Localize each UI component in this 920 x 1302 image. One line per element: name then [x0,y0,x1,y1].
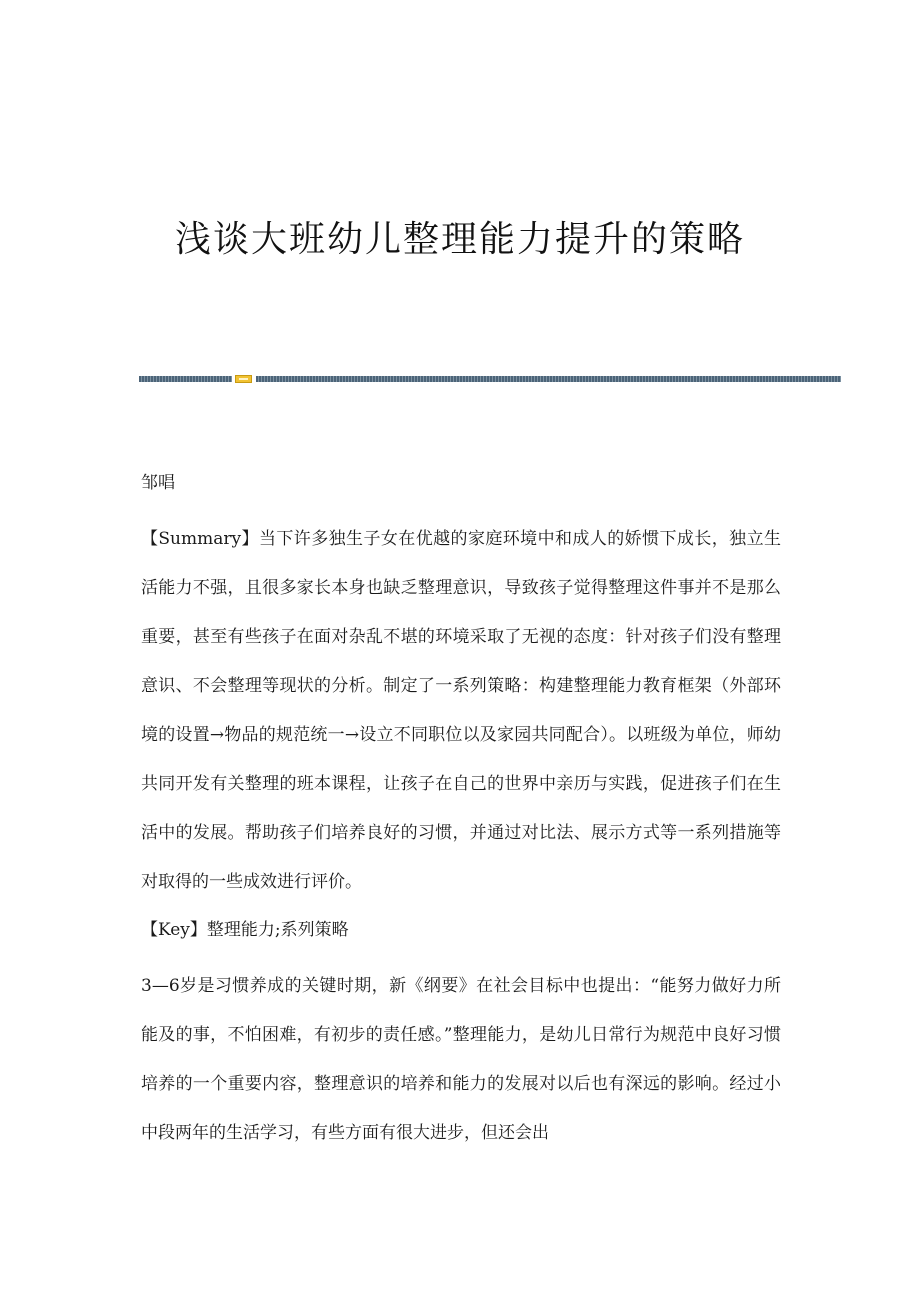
summary-text: 当下许多独生子女在优越的家庭环境中和成人的娇惯下成长，独立生活能力不强，且很多家长本身也缺乏整理意识，导致孩子觉得整理这件事并不是那么重要，甚至有些孩子在面对杂乱不堪的环境采取了无视的态度：针对孩子们没有整理意识、不会整理等现状的分析。制定了一系列策略：构建整理能力教育框架（外部环境的设置→物品的规范统一→设立不同职位以及家园共同配合）。以班级为单位，师幼共同开发有关整理的班本课程，让孩子在自己的世界中亲历与实践，促进孩子们在生活中的发展。帮助孩子们培养良好的习惯，并通过对比法、展示方式等一系列措施等对取得的一些成效进行评价。 [141,529,782,892]
keywords-label: 【Key】 [141,920,207,940]
keywords-paragraph [141,906,781,955]
divider-ornament-icon [235,375,252,383]
document-title: 浅谈大班幼儿整理能力提升的策略 [174,219,745,260]
divider-bar-right [256,376,841,382]
summary-paragraph [141,515,781,907]
summary-label: 【Summary】 [141,529,259,549]
author-name: 邹唱 [141,473,175,493]
keywords-text: 整理能力;系列策略 [206,920,349,940]
body-paragraph: 3—6岁是习惯养成的关键时期，新《纲要》在社会目标中也提出：“能努力做好力所能及的事，不怕困难，有初步的责任感。”整理能力，是幼儿日常行为规范中良好习惯培养的一个重要内容，整理意识的培养和能力的发展对以后也有深远的影响。经过小中段两年的生活学习，有些方面有很大进步，但还会出 [141,976,781,1143]
divider-bar-left [139,376,232,382]
title-divider [139,375,841,383]
